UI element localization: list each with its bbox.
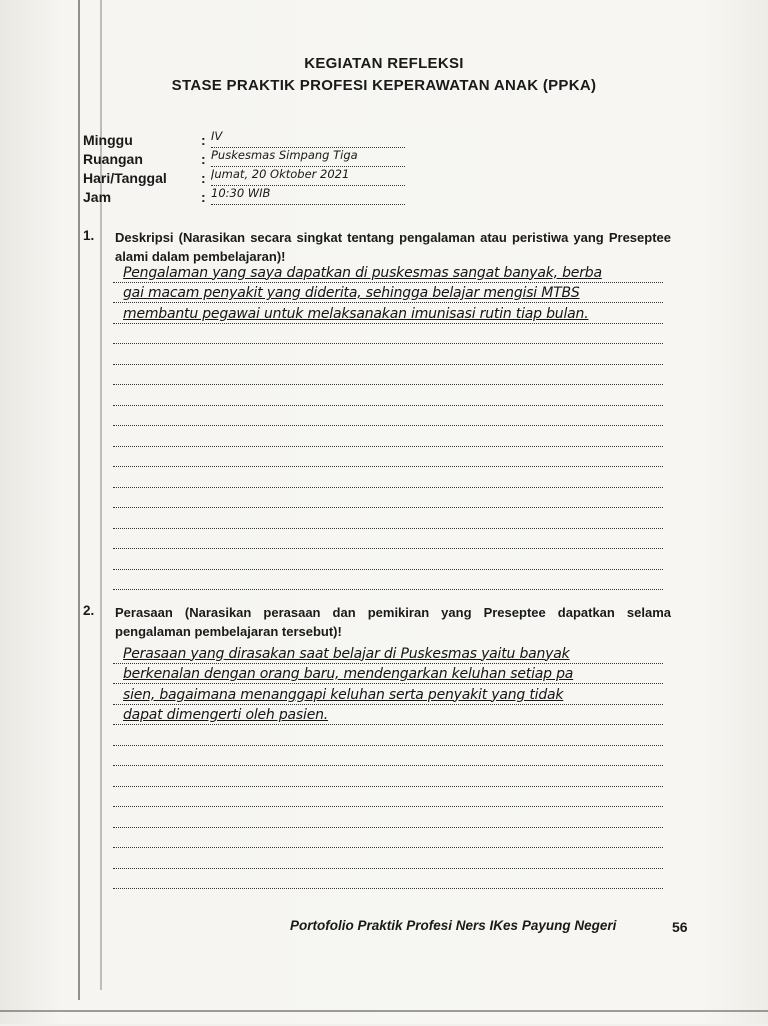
handwritten-text: membantu pegawai untuk melaksanakan imunisasi rutin tiap bulan. — [123, 305, 589, 322]
answer-line — [113, 549, 663, 570]
answer-line — [113, 303, 663, 324]
answer-line — [113, 869, 663, 890]
handwritten-text: berkenalan dengan orang baru, mendengarkan keluhan setiap pa — [123, 666, 574, 682]
answer-line — [113, 705, 663, 726]
page-title: KEGIATAN REFLEKSI — [304, 55, 464, 72]
info-colon: : — [201, 189, 206, 205]
handwritten-text: gai macam penyakit yang diderita, sehingga belajar mengisi MTBS — [123, 285, 580, 301]
answer-line — [113, 664, 663, 685]
answer-line — [113, 529, 663, 550]
answer-line — [113, 828, 663, 849]
answer-line — [113, 570, 663, 591]
info-label: Minggu — [83, 132, 133, 148]
section-prompt: Perasaan (Narasikan perasaan dan pemikiran yang Preseptee dapatkan selama pengalaman pembelajaran tersebut)! — [115, 605, 671, 639]
info-row-jam — [83, 186, 413, 208]
answer-line — [113, 508, 663, 529]
answer-line — [113, 426, 663, 447]
answer-line — [113, 766, 663, 787]
info-label: Ruangan — [83, 151, 143, 167]
answer-line — [113, 447, 663, 468]
info-colon: : — [201, 170, 206, 186]
answer-line — [113, 344, 663, 365]
info-label: Hari/Tanggal — [83, 170, 167, 186]
answer-line — [113, 643, 663, 664]
info-colon: : — [201, 132, 206, 148]
info-colon: : — [201, 151, 206, 167]
answer-line — [113, 807, 663, 828]
answer-line — [113, 684, 663, 705]
answer-line — [113, 787, 663, 808]
info-value: Puskesmas Simpang Tiga — [211, 148, 405, 167]
answer-line — [113, 283, 663, 304]
answer-line — [113, 262, 663, 283]
answer-line — [113, 324, 663, 345]
page-subtitle: STASE PRAKTIK PROFESI KEPERAWATAN ANAK (PPKA) — [171, 77, 597, 94]
section-prompt: Deskripsi (Narasikan secara singkat tentang pengalaman atau peristiwa yang Preseptee alami dalam pembelajaran)! — [115, 230, 671, 264]
answer-line — [113, 385, 663, 406]
answer-line — [113, 725, 663, 746]
footer-text: Portofolio Praktik Profesi Ners IKes Payung Negeri — [290, 918, 617, 933]
info-value: IV — [211, 129, 405, 148]
handwritten-text: dapat dimengerti oleh pasien. — [123, 707, 329, 723]
info-block — [83, 129, 413, 208]
section-number: 1. — [83, 228, 95, 243]
info-value: 10:30 WIB — [211, 186, 405, 205]
page-number: 56 — [672, 919, 688, 935]
answer-line — [113, 488, 663, 509]
answer-line — [113, 365, 663, 386]
handwritten-text: sien, bagaimana menanggapi keluhan serta penyakit yang tidak — [123, 686, 564, 703]
handwritten-text: Pengalaman yang saya dapatkan di puskesmas sangat banyak, berba — [123, 264, 602, 281]
info-value: Jumat, 20 Oktober 2021 — [211, 167, 405, 186]
answer-lines — [113, 262, 663, 590]
answer-line — [113, 406, 663, 427]
answer-line — [113, 467, 663, 488]
section-number: 2. — [83, 603, 95, 618]
answer-line — [113, 746, 663, 767]
info-label: Jam — [83, 189, 112, 205]
answer-line — [113, 848, 663, 869]
handwritten-text: Perasaan yang dirasakan saat belajar di Puskesmas yaitu banyak — [123, 645, 570, 662]
answer-lines — [113, 643, 663, 889]
